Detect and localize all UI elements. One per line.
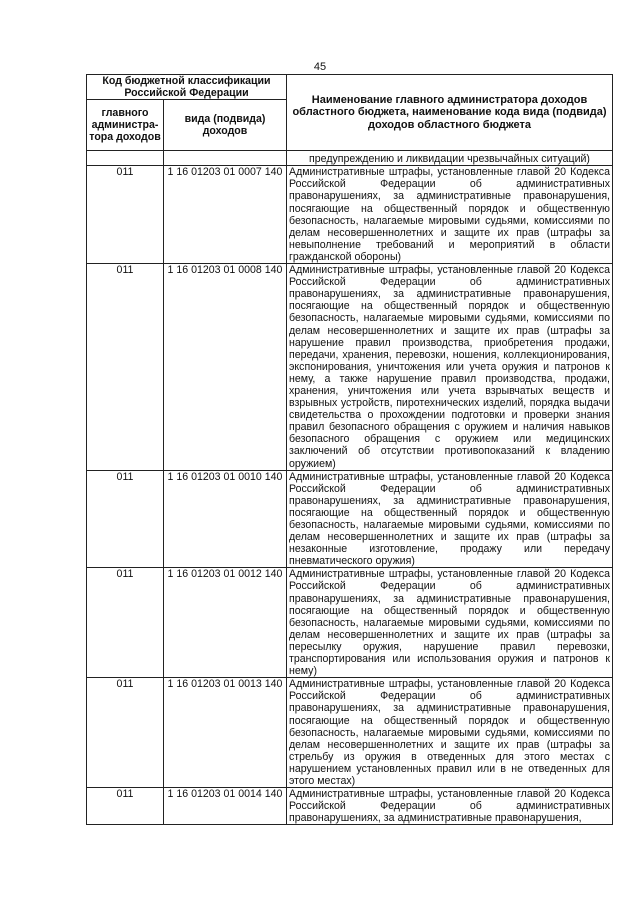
header-admin: главного администра-тора доходов [87, 100, 164, 151]
table-row [87, 264, 613, 471]
revenue-name-cell: Административные штрафы, установленные главой 20 Кодекса Российской Федерации об административных правонарушениях, за административные правонарушения, посягающие на общественный порядок и общественную безопасность, налагаемые мировыми судьями, комиссиями по делам несовершеннолетних и защите их прав (штрафы за стрельбу из оружия в отведенных для этого местах с нарушением установленных правил или в не отведенных для этого местах) [287, 678, 613, 788]
table-row [87, 678, 613, 788]
revenue-code-cell: 1 16 01203 01 0007 140 [164, 166, 287, 264]
continuation-text: предупреждению и ликвидации чрезвычайных ситуаций) [287, 151, 613, 166]
continuation-admin-cell [87, 151, 164, 166]
admin-code-cell: 011 [87, 166, 164, 264]
table-row [87, 568, 613, 678]
table-header [87, 75, 613, 151]
continuation-code-cell [164, 151, 287, 166]
revenue-name-cell: Административные штрафы, установленные главой 20 Кодекса Российской Федерации об административных правонарушениях, за административные правонарушения, посягающие на общественный порядок и общественную безопасность, налагаемые мировыми судьями, комиссиями по делам несовершеннолетних и защите их прав (штрафы за незаконные изготовление, продажу или передачу пневматического оружия) [287, 470, 613, 568]
page-number: 45 [313, 61, 327, 73]
table-row [87, 470, 613, 568]
revenue-code-cell: 1 16 01203 01 0014 140 [164, 788, 287, 825]
table-row [87, 788, 613, 825]
revenue-codes-table [86, 74, 613, 825]
revenue-name-cell: Административные штрафы, установленные главой 20 Кодекса Российской Федерации об административных правонарушениях, за административные правонарушения, посягающие на общественный порядок и общественную безопасность, налагаемые мировыми судьями, комиссиями по делам несовершеннолетних и защите их прав (штрафы за нарушение правил производства, приобретения продажи, передачи, хранения, перевозки, ношения, коллекционирования, экспонирования, уничтожения или учета оружия и патронов к нему, а также нарушение правил производства, продажи, хранения, уничтожения или учета взрывчатых веществ и взрывных устройств, пиротехнических изделий, порядка выдачи свидетельства о прохождении подготовки и проверки знания правил безопасного обращения с оружием и наличия навыков безопасного обращения с оружием или медицинских заключений об отсутствии противопоказаний к владению оружием) [287, 264, 613, 471]
admin-code-cell: 011 [87, 470, 164, 568]
revenue-code-cell: 1 16 01203 01 0010 140 [164, 470, 287, 568]
header-kbk: Код бюджетной классификации Российской Федерации [87, 75, 287, 100]
table-body [87, 151, 613, 825]
revenue-code-cell: 1 16 01203 01 0012 140 [164, 568, 287, 678]
table-row [87, 166, 613, 264]
revenue-name-cell: Административные штрафы, установленные главой 20 Кодекса Российской Федерации об административных правонарушениях, за административные правонарушения, [287, 788, 613, 825]
revenue-name-cell: Административные штрафы, установленные главой 20 Кодекса Российской Федерации об административных правонарушениях, за административные правонарушения, посягающие на общественный порядок и общественную безопасность, налагаемые мировыми судьями, комиссиями по делам несовершеннолетних и защите их прав (штрафы за пересылку оружия, нарушение правил перевозки, транспортирования или использования оружия и патронов к нему) [287, 568, 613, 678]
revenue-code-cell: 1 16 01203 01 0013 140 [164, 678, 287, 788]
continuation-row [87, 151, 613, 166]
admin-code-cell: 011 [87, 788, 164, 825]
admin-code-cell: 011 [87, 264, 164, 471]
header-type: вида (подвида) доходов [164, 100, 287, 151]
admin-code-cell: 011 [87, 678, 164, 788]
header-name: Наименование главного администратора доходов областного бюджета, наименование кода вида (подвида) доходов областного бюджета [287, 75, 613, 151]
revenue-code-cell: 1 16 01203 01 0008 140 [164, 264, 287, 471]
revenue-name-cell: Административные штрафы, установленные главой 20 Кодекса Российской Федерации об административных правонарушениях, за административные правонарушения, посягающие на общественный порядок и общественную безопасность, налагаемые мировыми судьями, комиссиями по делам несовершеннолетних и защите их прав (штрафы за невыполнение требований и мероприятий в области гражданской обороны) [287, 166, 613, 264]
admin-code-cell: 011 [87, 568, 164, 678]
